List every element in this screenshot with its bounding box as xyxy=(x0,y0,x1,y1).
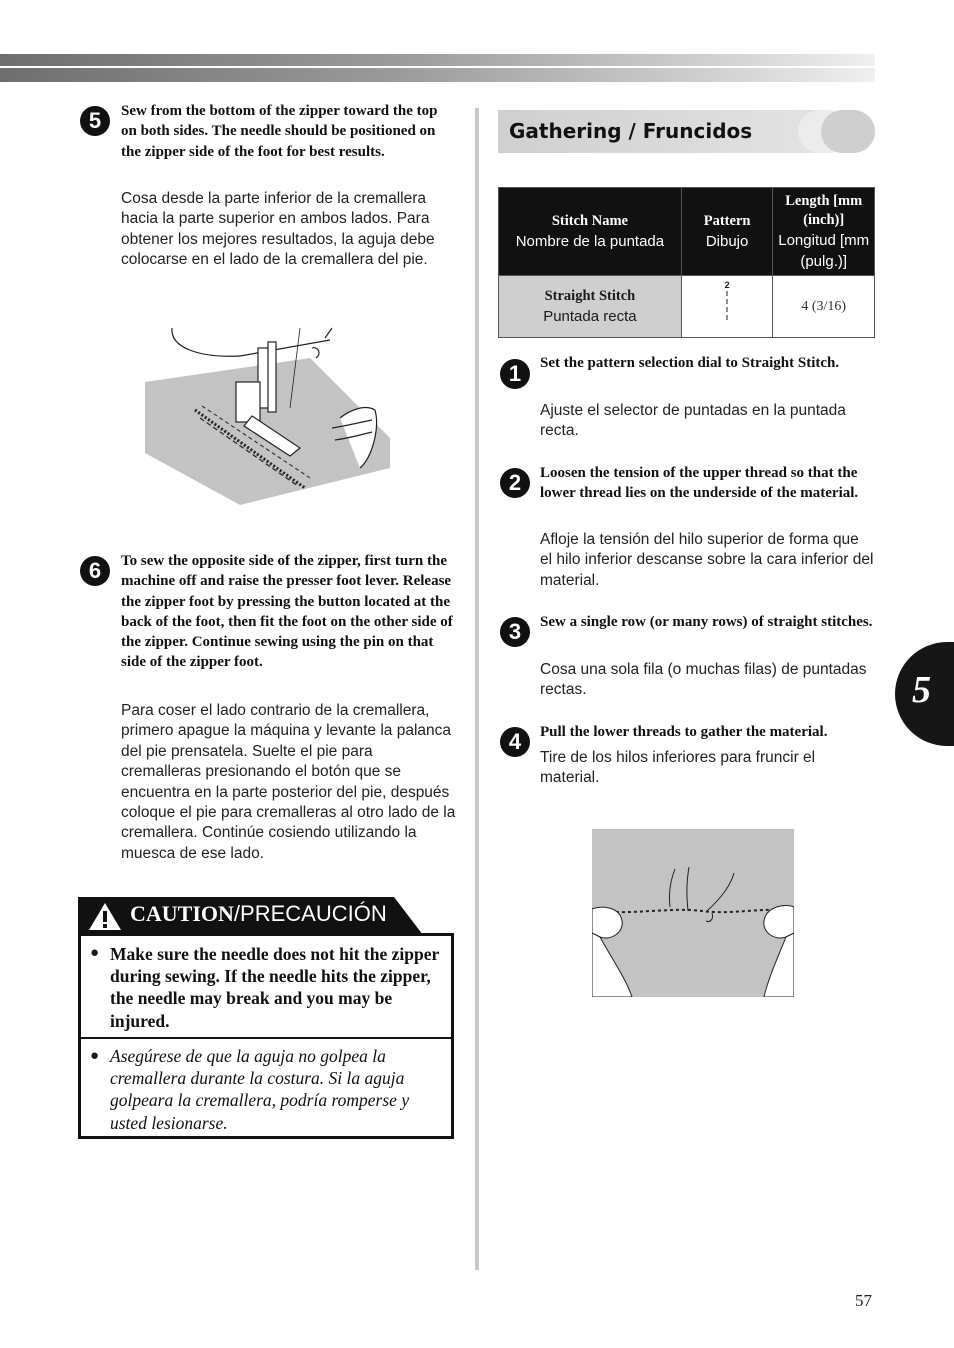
step5-instruction-en: Sew from the bottom of the zipper toward the top on both sides. The needle should be positioned on the zipper side of the foot for best results. xyxy=(121,103,438,160)
gathering-illustration xyxy=(592,829,794,997)
header-pattern-en: Pattern xyxy=(703,212,751,229)
gather-step2-es: Afloje la tensión del hilo superior de forma que el hilo inferior descanse sobre la cara inferior del material. xyxy=(540,531,874,589)
cell-pattern xyxy=(681,276,773,338)
step5-instruction-es: Cosa desde la parte inferior de la cremallera hacia la parte superior en ambos lados. Para obtener los mejores resultados, la aguja debe colocarse en el lado de la cremallera del pie. xyxy=(121,190,435,269)
step6-instruction-en: To sew the opposite side of the zipper, first turn the machine off and raise the presser foot lever. Release the zipper foot by pressing the button located at the back of the foot, then fit the foot on the other side of the zipper. Continue sewing using the pin on that side of the zipper foot. xyxy=(121,553,453,671)
section-heading xyxy=(498,110,875,153)
gather-step1-en: Set the pattern selection dial to Straight Stitch. xyxy=(540,355,840,371)
cell-stitch-name xyxy=(499,276,682,338)
warning-triangle-icon xyxy=(87,901,123,932)
chapter-number: 5 xyxy=(912,669,931,711)
page-number: 57 xyxy=(855,1291,872,1310)
step-number-5: 5 xyxy=(80,106,110,136)
header-length xyxy=(773,188,875,276)
gather-step-number-1: 1 xyxy=(500,359,530,389)
caution-bullet-2: ● xyxy=(90,1047,100,1064)
caution-item-es: Asegúrese de que la aguja no golpea la cremallera durante la costura. Si la aguja golpeara la cremallera, podría romperse y usted lesionarse. xyxy=(110,1046,410,1133)
pattern-number: 2 xyxy=(724,280,730,290)
gather-step2-en: Loosen the tension of the upper thread so that the lower thread lies on the underside of the material. xyxy=(540,465,859,502)
header-gradient-bar xyxy=(0,54,875,82)
column-divider xyxy=(475,108,479,1270)
gather-step4-es: Tire de los hilos inferiores para fruncir el material. xyxy=(540,749,816,787)
header-pattern-es: Dibujo xyxy=(705,232,749,250)
gather-step3-es: Cosa una sola fila (o muchas filas) de puntadas rectas. xyxy=(540,661,867,699)
caution-title xyxy=(130,901,387,927)
gather-step-number-3: 3 xyxy=(500,617,530,647)
stitch-settings-table xyxy=(498,187,875,338)
step6-instruction-es: Para coser el lado contrario de la cremallera, primero apague la máquina y levante la palanca del pie prensatela. Suelte el pie para cremalleras presionando el botón que se encuentra en la parte posterior del pie, después coloque el pie para cremalleras al otro lado de la cremallera. Continúe cosiendo utilizando la muesca de ese lado. xyxy=(121,702,456,862)
gather-step1-es: Ajuste el selector de puntadas en la puntada recta. xyxy=(540,402,846,440)
gather-step4-en: Pull the lower threads to gather the material. xyxy=(540,724,828,740)
gather-step3-en: Sew a single row (or many rows) of straight stitches. xyxy=(540,614,873,630)
header-length-es: Longitud [mm (pulg.)] xyxy=(778,231,870,270)
header-rule xyxy=(0,66,875,68)
caution-item-en: Make sure the needle does not hit the zipper during sewing. If the needle hits the zipper, the needle may break and you may be injured. xyxy=(110,944,439,1031)
gather-step-number-4: 4 xyxy=(500,727,530,757)
table-header-row xyxy=(499,188,875,276)
table-row xyxy=(499,276,875,338)
caution-title-en: CAUTION xyxy=(130,901,234,926)
header-stitch-name-en: Stitch Name xyxy=(551,212,628,229)
stitch-name-es: Puntada recta xyxy=(543,308,637,325)
section-title: Gathering / Fruncidos xyxy=(509,119,753,143)
zipper-foot-sewing-illustration xyxy=(140,318,390,510)
caution-bullet-1: ● xyxy=(90,944,100,961)
caution-title-es: PRECAUCIÓN xyxy=(240,901,387,926)
cell-length: 4 (3/16) xyxy=(773,276,875,338)
stitch-name-en: Straight Stitch xyxy=(544,288,636,304)
caution-divider xyxy=(81,1037,454,1039)
header-stitch-name-es: Nombre de la puntada xyxy=(515,232,665,250)
header-length-en: Length [mm (inch)] xyxy=(785,192,863,228)
step-number-6: 6 xyxy=(80,556,110,586)
gather-step-number-2: 2 xyxy=(500,468,530,498)
header-stitch-name xyxy=(499,188,682,276)
caution-title-sep: / xyxy=(233,901,241,926)
header-pattern xyxy=(681,188,773,276)
straight-stitch-pattern-icon xyxy=(724,290,730,322)
